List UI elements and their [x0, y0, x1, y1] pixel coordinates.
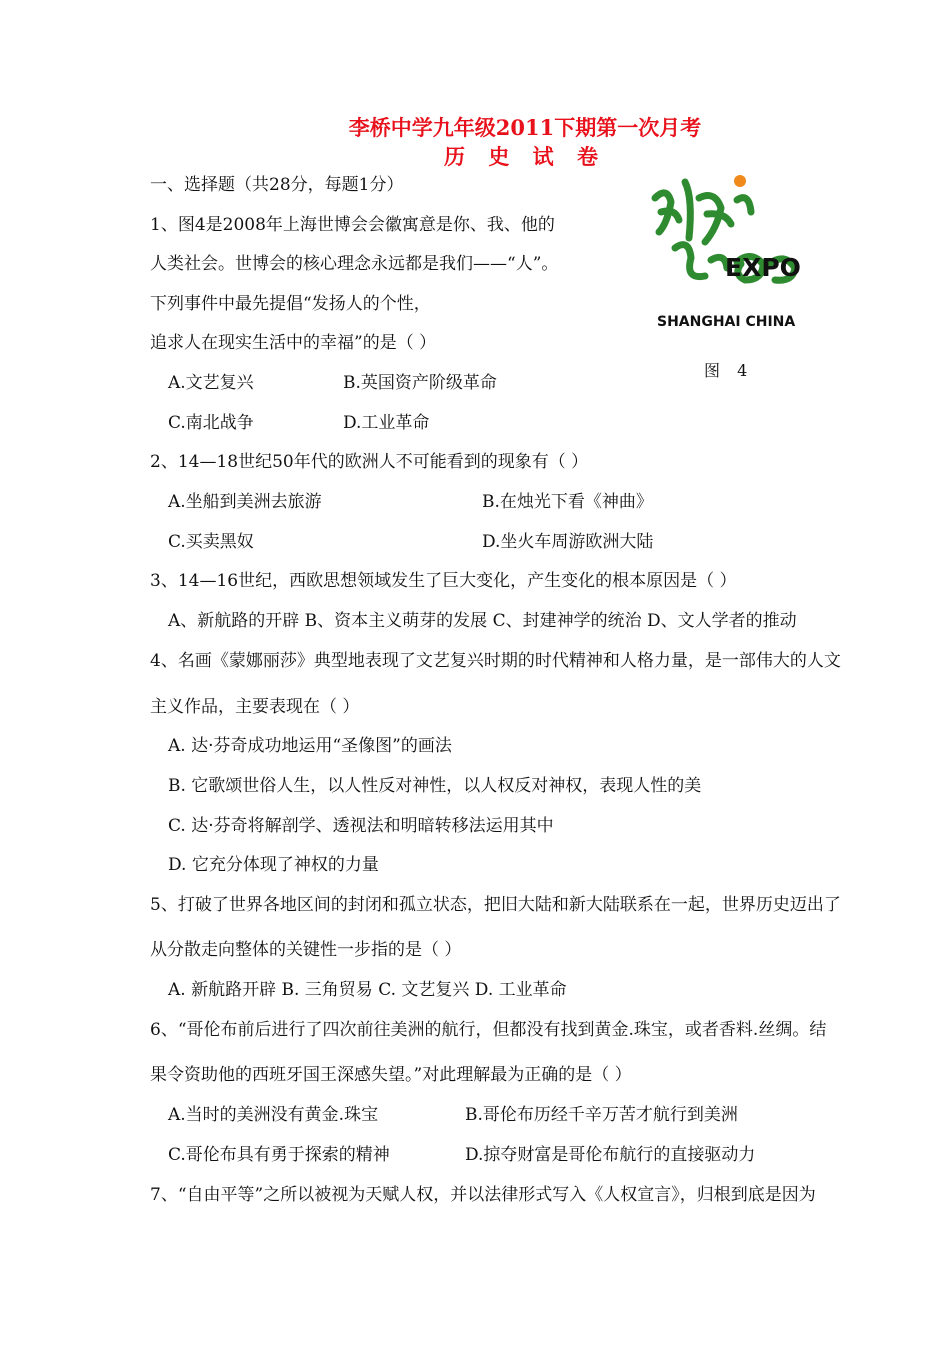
figure-caption: 图 4	[704, 361, 754, 380]
logo-city-text: SHANGHAI CHINA	[657, 314, 796, 330]
q2-option-d: D.坐火车周游欧洲大陆	[482, 532, 654, 552]
q6-option-a: A.当时的美洲没有黄金.珠宝	[168, 1105, 379, 1125]
q5-line2: 从分散走向整体的关键性一步指的是（ ）	[150, 940, 462, 960]
q4-line1: 4、名画《蒙娜丽莎》典型地表现了文艺复兴时期的时代精神和人格力量，是一部伟大的人文	[150, 651, 841, 671]
q2-option-b: B.在烛光下看《神曲》	[482, 492, 653, 512]
q7-line1: 7、“自由平等”之所以被视为天赋人权，并以法律形式写入《人权宣言》，归根到底是因为	[150, 1185, 816, 1205]
q4-option-a: A. 达·芬奇成功地运用“圣像图”的画法	[168, 736, 452, 756]
logo-expo-text: EXPO	[725, 253, 801, 282]
q6-line1: 6、“哥伦布前后进行了四次前往美洲的航行，但都没有找到黄金.珠宝，或者香料.丝绸。结	[150, 1020, 827, 1040]
q2-stem: 2、14—18世纪50年代的欧洲人不可能看到的现象有（ ）	[150, 452, 589, 472]
exam-title: 李桥中学九年级2011下期第一次月考	[348, 115, 702, 140]
q5-options: A. 新航路开辟 B. 三角贸易 C. 文艺复兴 D. 工业革命	[168, 980, 567, 1000]
q6-line2: 果令资助他的西班牙国王深感失望。”对此理解最为正确的是（ ）	[150, 1065, 632, 1085]
q3-stem: 3、14—16世纪，西欧思想领域发生了巨大变化，产生变化的根本原因是（ ）	[150, 571, 737, 591]
q1-line3: 下列事件中最先提倡“发扬人的个性，	[150, 294, 431, 314]
q4-option-c: C. 达·芬奇将解剖学、透视法和明暗转移法运用其中	[168, 816, 554, 836]
q4-option-b: B. 它歌颂世俗人生，以人性反对神性，以人权反对神权，表现人性的美	[168, 776, 702, 796]
q6-option-b: B.哥伦布历经千辛万苦才航行到美洲	[465, 1105, 738, 1125]
q1-option-c: C.南北战争	[168, 413, 254, 433]
q6-option-d: D.掠夺财富是哥伦布航行的直接驱动力	[465, 1145, 756, 1165]
q4-option-d: D. 它充分体现了神权的力量	[168, 855, 379, 875]
expo-logo-graphic	[645, 168, 815, 333]
q3-options: A、新航路的开辟 B、资本主义萌芽的发展 C、封建神学的统治 D、文人学者的推动	[168, 611, 797, 631]
expo-logo	[645, 168, 815, 333]
q2-option-c: C.买卖黑奴	[168, 532, 254, 552]
logo-orange-dot	[734, 175, 746, 187]
exam-subtitle: 历 史 试 卷	[444, 144, 606, 169]
q1-option-d: D.工业革命	[343, 413, 430, 433]
q5-line1: 5、打破了世界各地区间的封闭和孤立状态，把旧大陆和新大陆联系在一起，世界历史迈出了	[150, 895, 841, 915]
q1-line2: 人类社会。世博会的核心理念永远都是我们——“人”。	[150, 254, 559, 274]
q1-line1: 1、图4是2008年上海世博会会徽寓意是你、我、他的	[150, 215, 555, 235]
q1-option-a: A.文艺复兴	[168, 373, 254, 393]
q4-line2: 主义作品，主要表现在（ ）	[150, 697, 360, 717]
section-heading: 一、选择题（共28分，每题1分）	[150, 175, 404, 195]
q6-option-c: C.哥伦布具有勇于探索的精神	[168, 1145, 390, 1165]
q2-option-a: A.坐船到美洲去旅游	[168, 492, 322, 512]
q1-line4: 追求人在现实生活中的幸福”的是（ ）	[150, 333, 437, 353]
q1-option-b: B.英国资产阶级革命	[343, 373, 497, 393]
